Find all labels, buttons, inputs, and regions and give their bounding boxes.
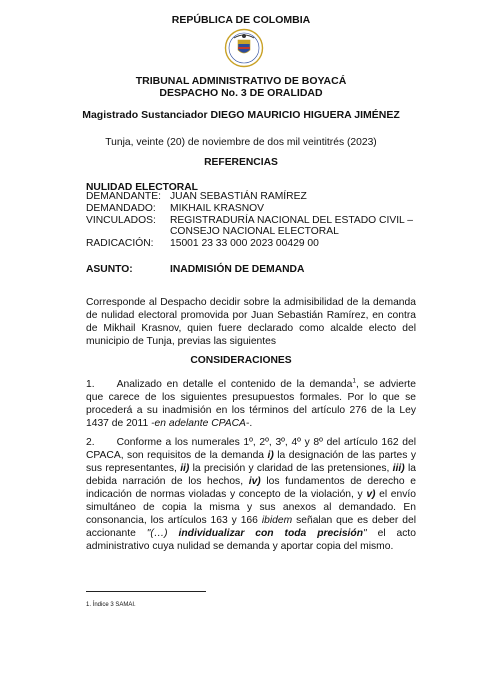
paragraph-number: 1. [86,379,95,390]
reference-value: 15001 23 33 000 2023 00429 00 [170,238,319,250]
paragraph-text: , se advierte que carece de los siguientes presupuestos formales. Por lo que se procederá a su inadmisión en los términos del artículo 276 de la Ley 1437 de 2011 [86,379,417,429]
footnote: 1. Índice 3 SAMAI. [86,602,136,608]
tribunal-heading [0,75,482,99]
paragraph-text: señalan que es deber del accionante [86,515,416,539]
date-line: Tunja, veinte (20) de noviembre de dos mil veintitrés (2023) [105,137,377,148]
paragraph-text: Conforme a los numerales 1º, 2º, 3º, 4º y 8º del artículo 162 del CPACA, son requisitos de la demanda [86,437,416,461]
paragraph-text: la debida narración de los hechos, [86,463,416,487]
colombia-coat-of-arms-seal-icon [224,28,264,68]
considerations-title: CONSIDERACIONES [190,355,292,366]
reference-value-line: CONSEJO NACIONAL ELECTORAL [170,226,339,238]
asunto-value: INADMISIÓN DE DEMANDA [170,264,305,275]
case-type: NULIDAD ELECTORAL [86,182,198,193]
magistrate-line: Magistrado Sustanciador DIEGO MAURICIO HIGUERA JIMÉNEZ [82,109,400,121]
enum-marker: i) [267,450,274,461]
asunto-label: ASUNTO: [86,264,133,275]
reference-label: RADICACIÓN: [86,238,154,250]
paragraph-italic: -en adelante CPACA- [151,418,250,429]
reference-label: DEMANDANTE: [86,191,161,202]
enum-marker: iv) [248,476,261,487]
reference-value: MIKHAIL KRASNOV [170,202,265,214]
reference-row [86,191,413,203]
paragraph-text: el acto administrativo cuya nulidad se demanda y aportar copia del mismo. [86,528,417,552]
reference-value: JUAN SEBASTIÁN RAMÍREZ [170,191,307,202]
tribunal-name: TRIBUNAL ADMINISTRATIVO DE BOYACÁ [135,75,347,87]
paragraph-text: la precisión y claridad de las pretensiones, [189,463,393,474]
consideration-paragraph-2 [86,436,416,553]
reference-value-line: REGISTRADURÍA NACIONAL DEL ESTADO CIVIL – [170,214,413,226]
asunto-line [86,263,305,276]
references-table [86,191,413,250]
footnote-ref: 1 [352,377,357,385]
intro-paragraph: Corresponde al Despacho decidir sobre la admisibilidad de la demanda de nulidad electoral promovida por Juan Sebastián Ramírez, en contra de Mikhail Krasnov, quien fuere declarado como alcalde electo del municipio de Tunja, previas las siguientes [86,297,416,347]
quote-text: "(…) [146,528,179,539]
paragraph-text: el envío simultáneo de copia la misma y sus anexos al demandado. En consonancia, los artículos 163 y 166 [86,489,416,526]
footnote-divider [86,591,206,592]
reference-row [86,203,413,215]
enum-marker: ii) [180,463,190,474]
quote-emphasis: individualizar con toda precisión [178,528,363,539]
paragraph-text: la designación de las partes y sus representantes, [86,450,416,474]
reference-value [170,215,413,239]
enum-marker: v) [366,489,376,500]
reference-label: VINCULADOS: [86,214,156,226]
paragraph-text: Analizado en detalle el contenido de la demanda [116,379,353,390]
paragraph-italic: ibidem [261,515,293,526]
despacho-name: DESPACHO No. 3 DE ORALIDAD [159,87,323,99]
reference-row [86,238,413,250]
paragraph-number: 2. [86,437,95,448]
paragraph-text: los fundamentos de derecho e indicación de normas violadas y concepto de la violación, y [86,476,416,500]
references-title: REFERENCIAS [204,157,278,168]
quote-text: " [363,528,367,539]
enum-marker: iii) [392,463,405,474]
consideration-paragraph-1 [86,378,416,430]
paragraph-text: . [249,418,253,429]
country-heading: REPÚBLICA DE COLOMBIA [171,14,311,26]
reference-label: DEMANDADO: [86,202,156,214]
reference-row [86,215,413,239]
